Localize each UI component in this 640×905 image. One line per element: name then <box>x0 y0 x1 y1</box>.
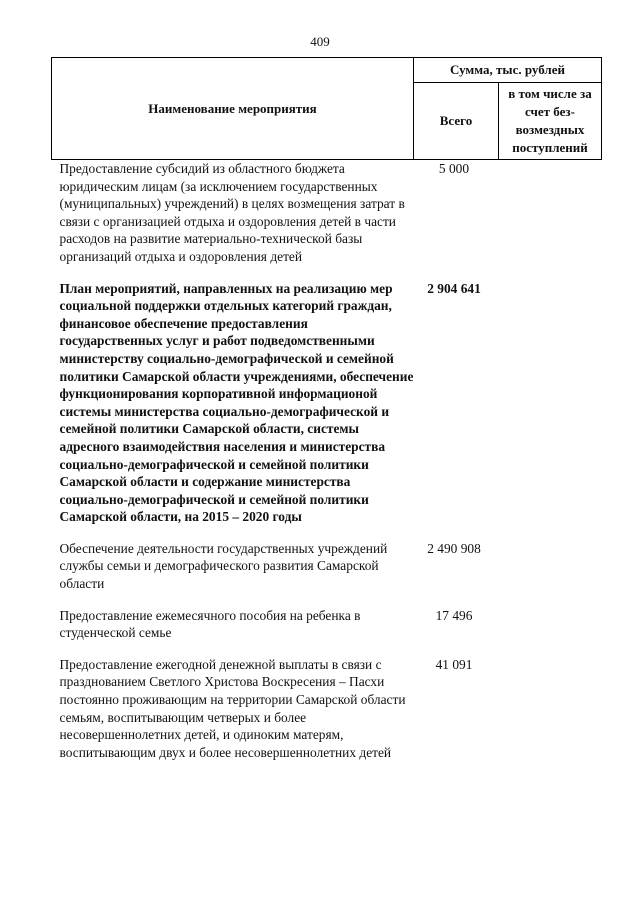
table-row <box>52 642 602 762</box>
row-incl <box>499 526 602 593</box>
table-row <box>52 593 602 642</box>
budget-table <box>51 57 602 761</box>
row-text: Предоставление субсидий из областного бюджета юридическим лицам (за исключением государственных (муниципальных) учреждений) в целях возмещения затрат в связи с организацией отдыха и оздоровления детей в части расходов на развитие материально-технической базы организаций отдыха и оздоровления детей <box>59 161 405 264</box>
header-total: Всего <box>414 83 499 160</box>
row-total: 2 904 641 <box>427 280 481 296</box>
row-incl <box>499 593 602 642</box>
row-incl <box>499 266 602 526</box>
row-incl <box>499 160 602 266</box>
header-sum: Сумма, тыс. рублей <box>414 58 602 83</box>
row-total: 41 091 <box>435 656 473 672</box>
table-row <box>52 160 602 266</box>
table-row <box>52 526 602 593</box>
row-text: Обеспечение деятельности государственных учреждений службы семьи и демографического развития Самарской области <box>59 540 388 592</box>
table-row <box>52 266 602 526</box>
row-total: 17 496 <box>435 607 473 623</box>
header-name: Наименование мероприятия <box>52 58 414 160</box>
header-including: в том числе за счет без-возмездных поступлений <box>499 83 602 160</box>
row-text: Предоставление ежемесячного пособия на ребенка в студенческой семье <box>59 607 361 641</box>
row-text: План мероприятий, направленных на реализацию мер социальной поддержки отдельных категорий граждан, финансовое обеспечение предоставления государственных услуг и работ подведомственными министерству социально-демографической и семейной политики Самарской области учреждениями, обеспечение функционирования корпоративной информационой системы министерства социально-демографической и семейной политики Самарской области, системы адресного взаимодействия населения и министерства социально-демографической и семейной политики Самарской области и содержание министерства социально-демографической и семейной политики Самарской области, на 2015 – 2020 годы <box>59 280 414 525</box>
row-text: Предоставление ежегодной денежной выплаты в связи с празднованием Светлого Христова Воскресения – Пасхи постоянно проживающим на территории Самарской области семьям, воспитывающим четверых и более несовершеннолетних детей, и одиноким матерям, воспитывающим двух и более несовершеннолетних детей <box>59 656 406 760</box>
row-total: 5 000 <box>438 161 470 176</box>
page-number: 409 <box>310 34 330 49</box>
row-total: 2 490 908 <box>427 540 481 556</box>
row-incl <box>499 642 602 762</box>
